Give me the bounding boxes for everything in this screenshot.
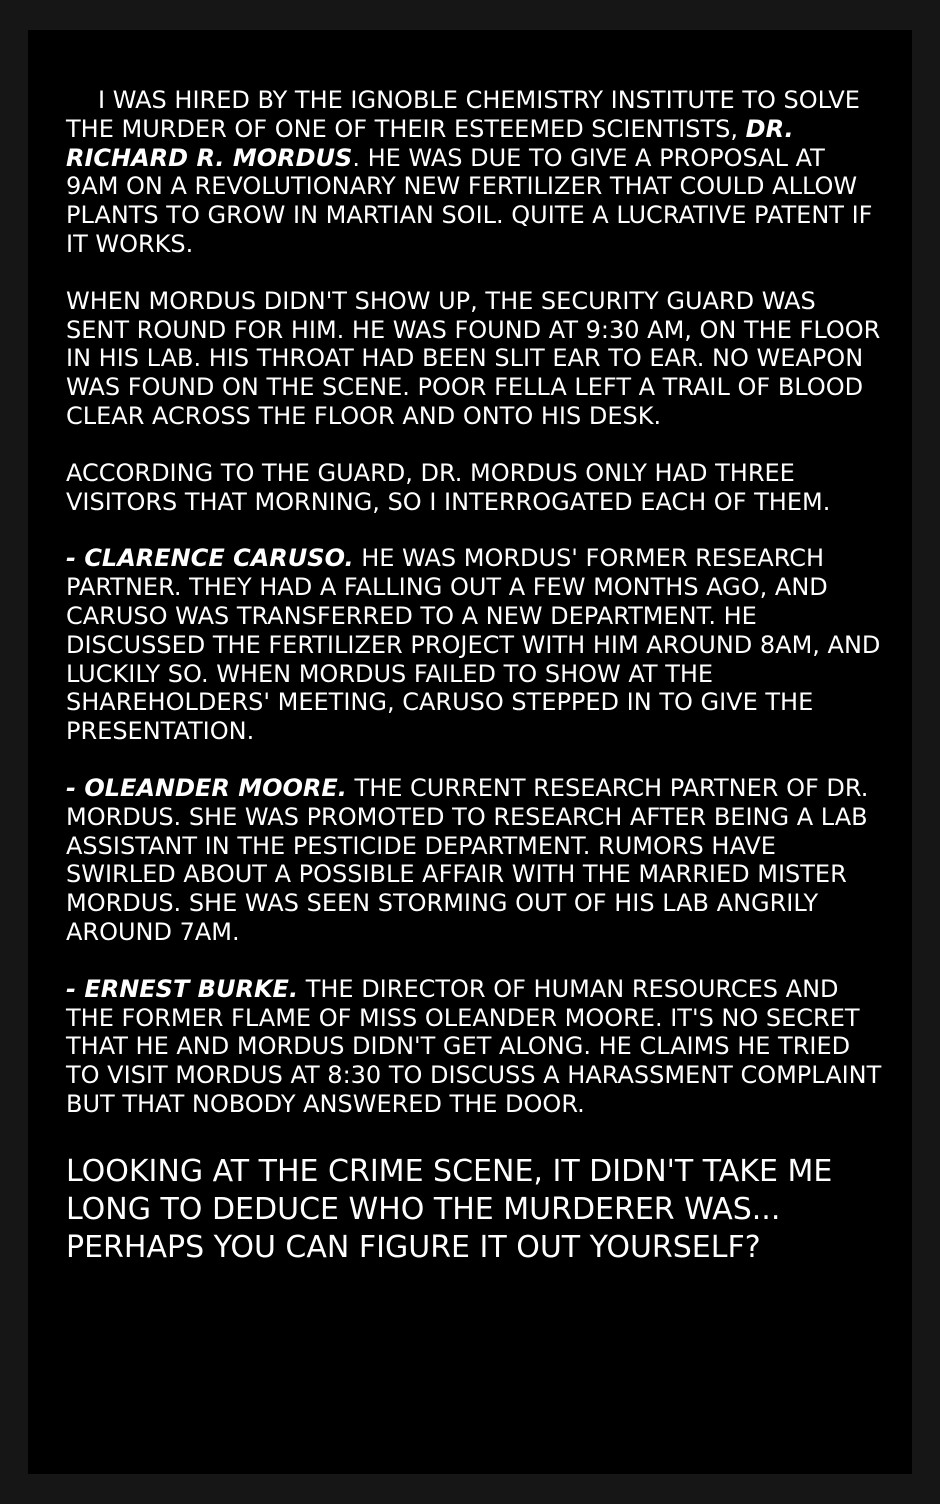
suspect-text-caruso: HE WAS MORDUS' FORMER RESEARCH PARTNER. THEY HAD A FALLING OUT A FEW MONTHS AGO, AND CARUSO WAS TRANSFERRED TO A NEW DEPARTMENT. HE DISCUSSED THE FERTILIZER PROJECT WITH HIM AROUND 8AM, AND LUCKILY SO. WHEN MORDUS FAILED TO SHOW AT THE SHAREHOLDERS' MEETING, CARUSO STEPPED IN TO GIVE THE PRESENTATION. [66, 544, 881, 746]
suspect-name-burke: - ERNEST BURKE. [66, 974, 299, 1003]
story-panel [28, 30, 912, 1474]
visitors-paragraph: ACCORDING TO THE GUARD, DR. MORDUS ONLY HAD THREE VISITORS THAT MORNING, SO I INTERROGATED EACH OF THEM. [66, 458, 831, 516]
intro-text-start: I WAS HIRED BY THE IGNOBLE CHEMISTRY INSTITUTE TO SOLVE THE MURDER OF ONE OF THEIR ESTEEMED SCIENTISTS, [66, 86, 860, 143]
suspect-burke-paragraph [66, 975, 882, 1119]
intro-text-end: . HE WAS DUE TO GIVE A PROPOSAL AT 9AM ON A REVOLUTIONARY NEW FERTILIZER THAT COULD ALLOW PLANTS TO GROW IN MARTIAN SOIL. QUITE A LUCRATIVE PATENT IF IT WORKS. [66, 143, 873, 258]
intro-paragraph [66, 86, 882, 259]
victim-name: DR. RICHARD R. MORDUS [66, 114, 794, 172]
suspect-moore-paragraph [66, 774, 882, 947]
discovery-paragraph: WHEN MORDUS DIDN'T SHOW UP, THE SECURITY GUARD WAS SENT ROUND FOR HIM. HE WAS FOUND AT 9:30 AM, ON THE FLOOR IN HIS LAB. HIS THROAT HAD BEEN SLIT EAR TO EAR. NO WEAPON WAS FOUND ON THE SCENE. POOR FELLA LEFT A TRAIL OF BLOOD CLEAR ACROSS THE FLOOR AND ONTO HIS DESK. [66, 286, 881, 430]
suspect-text-burke: THE DIRECTOR OF HUMAN RESOURCES AND THE FORMER FLAME OF MISS OLEANDER MOORE. IT'S NO SECRET THAT HE AND MORDUS DIDN'T GET ALONG. HE CLAIMS HE TRIED TO VISIT MORDUS AT 8:30 TO DISCUSS A HARASSMENT COMPLAINT BUT THAT NOBODY ANSWERED THE DOOR. [66, 974, 882, 1118]
closing-question: LOOKING AT THE CRIME SCENE, IT DIDN'T TAKE ME LONG TO DEDUCE WHO THE MURDERER WAS... PERHAPS YOU CAN FIGURE IT OUT YOURSELF? [66, 1153, 833, 1265]
suspect-caruso-paragraph [66, 544, 882, 746]
suspect-name-moore: - OLEANDER MOORE. [66, 773, 347, 802]
suspect-name-caruso: - CLARENCE CARUSO. [66, 544, 354, 573]
suspect-text-moore: THE CURRENT RESEARCH PARTNER OF DR. MORDUS. SHE WAS PROMOTED TO RESEARCH AFTER BEING A LAB ASSISTANT IN THE PESTICIDE DEPARTMENT. RUMORS HAVE SWIRLED ABOUT A POSSIBLE AFFAIR WITH THE MARRIED MISTER MORDUS. SHE WAS SEEN STORMING OUT OF HIS LAB ANGRILY AROUND 7AM. [66, 773, 869, 946]
